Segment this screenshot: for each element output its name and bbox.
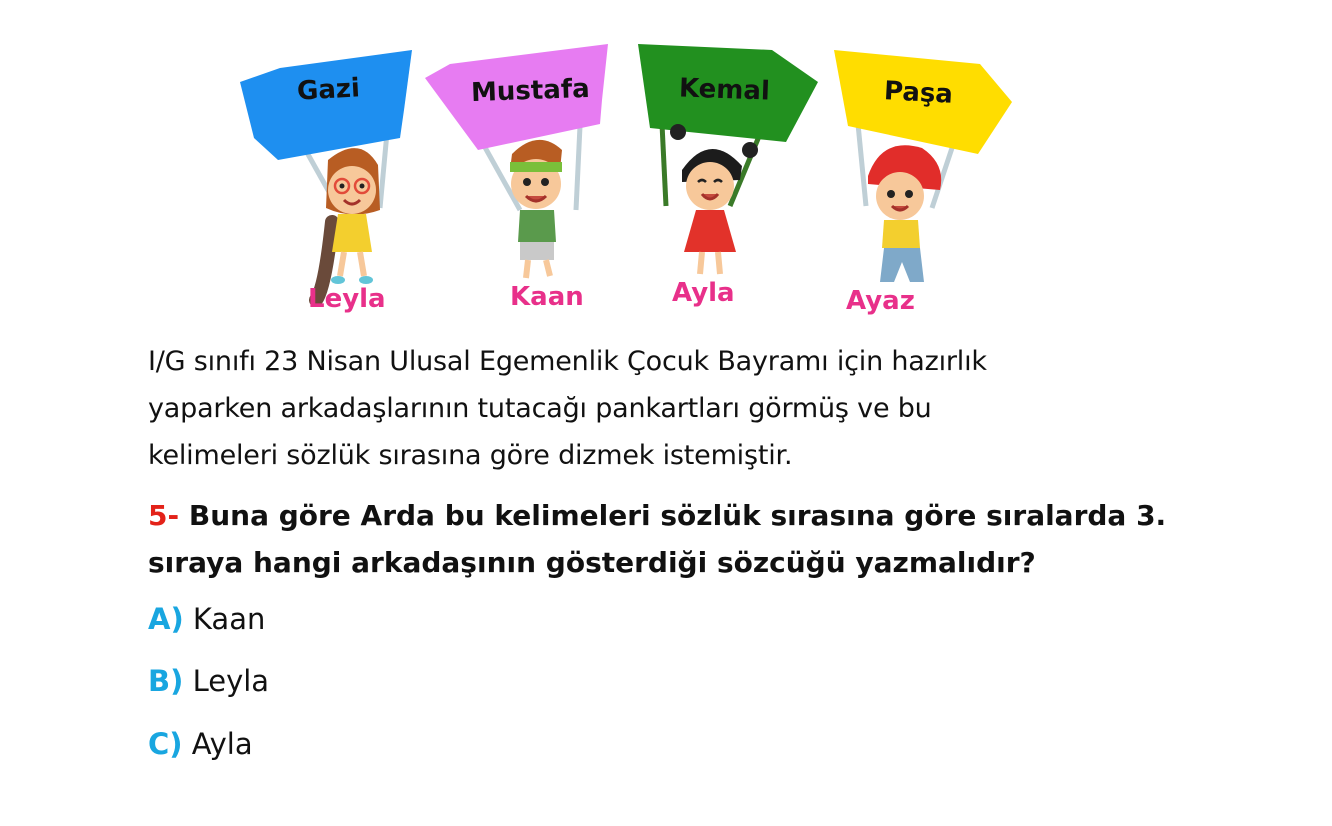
option-a[interactable] bbox=[148, 602, 265, 636]
option-c-text: Ayla bbox=[191, 727, 253, 761]
option-c[interactable] bbox=[148, 727, 253, 761]
question-number: 5- bbox=[148, 499, 180, 532]
child-name-kaan: Kaan bbox=[510, 282, 584, 312]
option-b-letter: B) bbox=[148, 664, 184, 698]
child-ayaz-figure bbox=[868, 145, 941, 282]
child-name-ayla: Ayla bbox=[672, 278, 735, 308]
question-text-1: Buna göre Arda bu kelimeleri sözlük sırasına göre sıralarda 3. bbox=[188, 499, 1167, 532]
banner-word-mustafa: Mustafa bbox=[470, 73, 591, 109]
banner-word-gazi: Gazi bbox=[296, 73, 361, 107]
banner-gazi bbox=[240, 50, 412, 208]
question-line-1 bbox=[148, 492, 1167, 539]
intro-line-3: kelimeleri sözlük sırasına göre dizmek istemiştir. bbox=[148, 440, 793, 471]
banner-word-pasa: Paşa bbox=[883, 76, 954, 110]
option-a-letter: A) bbox=[148, 602, 184, 636]
option-b-text: Leyla bbox=[192, 664, 270, 698]
question-line-2: sıraya hangi arkadaşının gösterdiği sözcüğü yazmalıdır? bbox=[148, 546, 1036, 579]
option-a-text: Kaan bbox=[192, 602, 266, 636]
question-block bbox=[148, 492, 1167, 586]
child-leyla-figure bbox=[316, 148, 380, 300]
option-b[interactable] bbox=[148, 664, 269, 698]
child-name-ayaz: Ayaz bbox=[846, 286, 915, 316]
banner-word-kemal: Kemal bbox=[678, 73, 771, 107]
child-ayla-figure bbox=[670, 124, 758, 274]
option-c-letter: C) bbox=[148, 727, 183, 761]
intro-line-1: I/G sınıfı 23 Nisan Ulusal Egemenlik Çocuk Bayramı için hazırlık bbox=[148, 346, 987, 377]
children-banners-illustration bbox=[220, 30, 1040, 330]
child-name-leyla: Leyla bbox=[308, 284, 386, 314]
intro-line-2: yaparken arkadaşlarının tutacağı pankartları görmüş ve bu bbox=[148, 393, 932, 424]
intro-paragraph bbox=[148, 338, 1108, 479]
